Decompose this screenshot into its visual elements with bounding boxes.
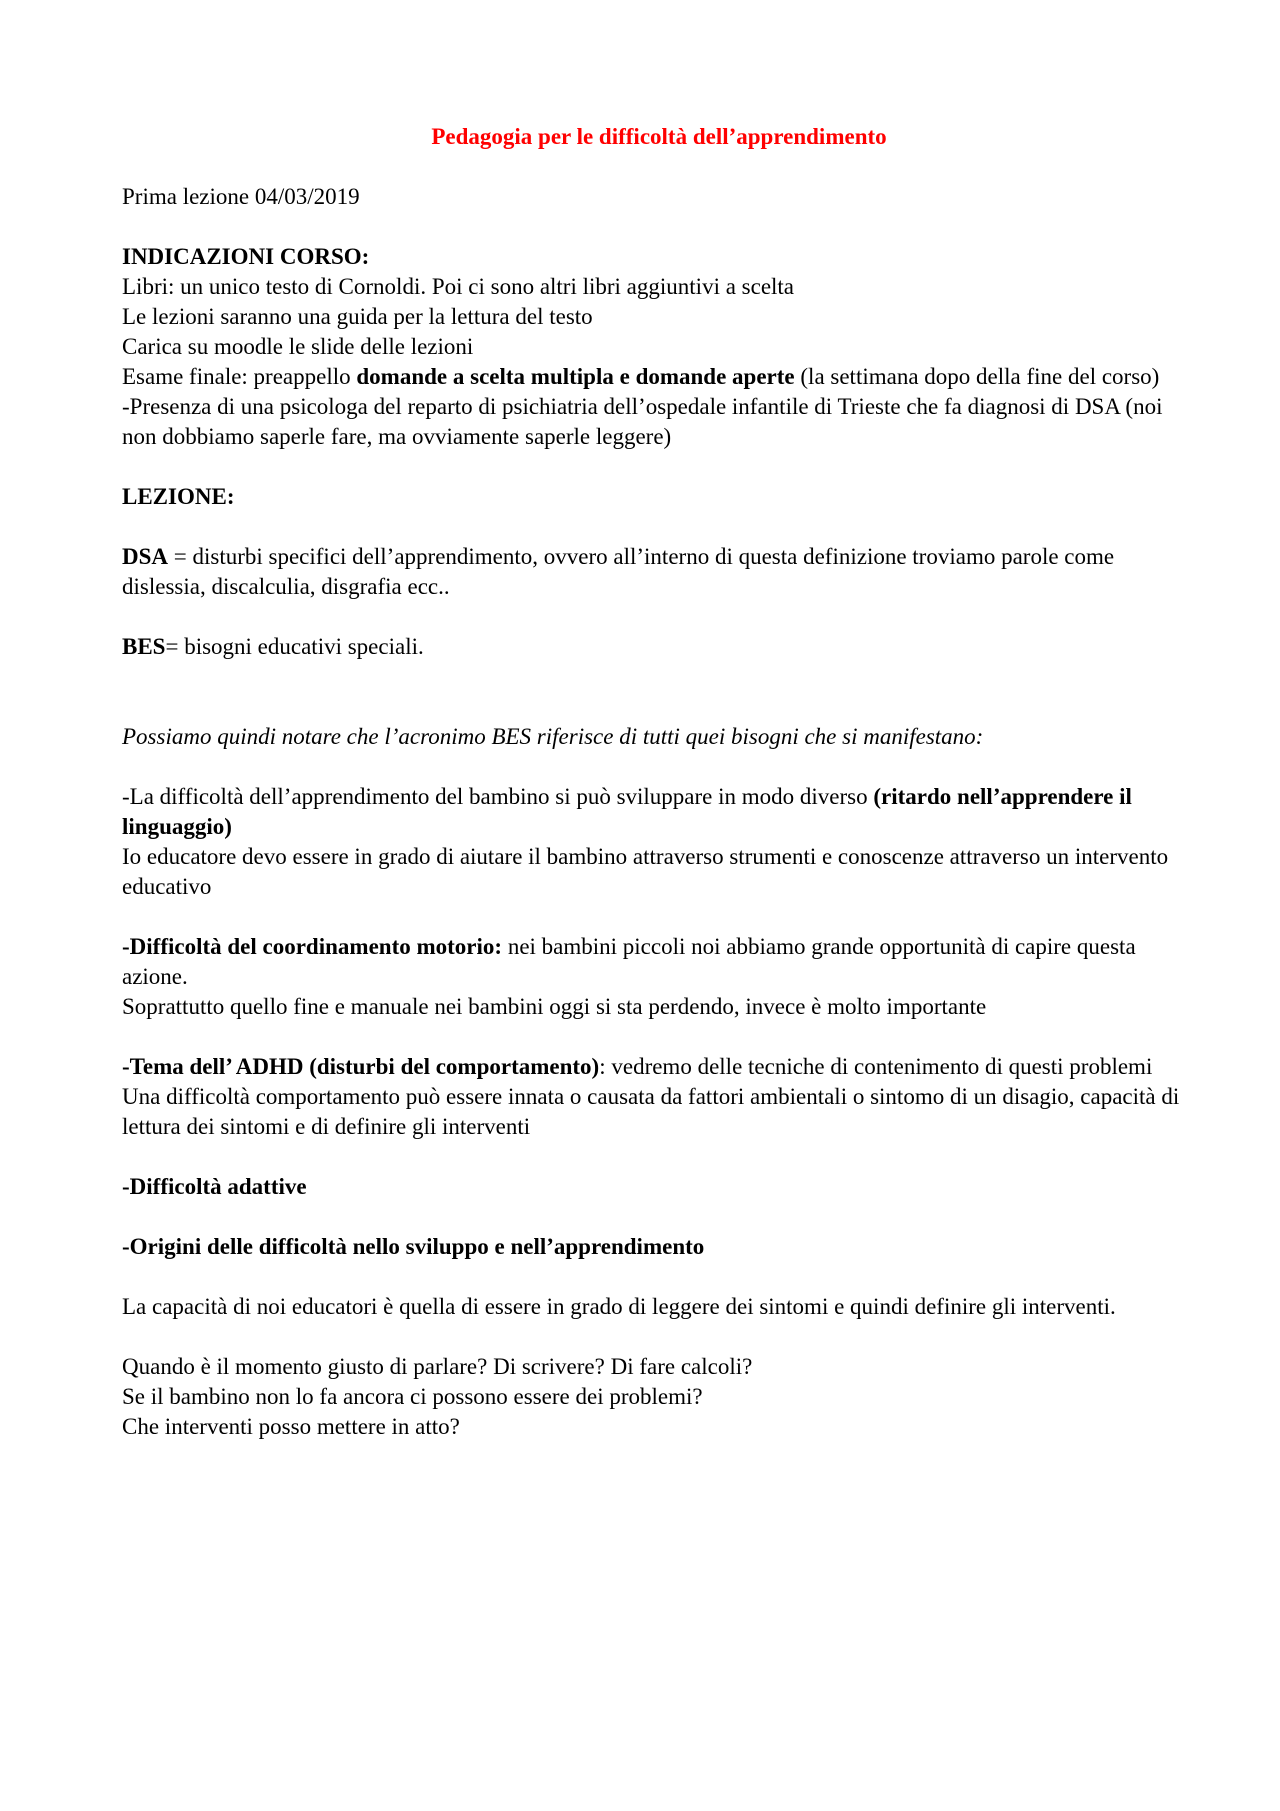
item-apprendimento-detail: Io educatore devo essere in grado di aiutare il bambino attraverso strumenti e conoscenze attraverso un intervento educativo — [122, 844, 1169, 899]
question-3: Che interventi posso mettere in atto? — [122, 1414, 460, 1439]
exam-bold: domande a scelta multipla e domande aperte — [356, 364, 795, 389]
item1-text: -La difficoltà dell’apprendimento del bambino si può sviluppare in modo diverso — [122, 784, 874, 809]
spacer — [122, 452, 1182, 482]
bes-term: BES — [122, 634, 166, 659]
indicazioni-line-exam — [122, 362, 1182, 392]
indicazioni-heading — [122, 242, 1182, 272]
item-origini — [122, 1232, 1182, 1262]
item3-bold: -Tema dell’ ADHD (disturbi del comportamento) — [122, 1054, 600, 1079]
item2-text: nei bambini piccoli noi abbiamo grande opportunità di capire questa azione. — [122, 934, 1136, 989]
bes-definition — [122, 632, 1182, 662]
spacer — [122, 152, 1182, 182]
item5-bold: -Origini delle difficoltà nello sviluppo e nell’apprendimento — [122, 1234, 705, 1259]
indicazioni-line-moodle: Carica su moodle le slide delle lezioni — [122, 334, 474, 359]
dsa-definition — [122, 542, 1182, 602]
spacer — [122, 1022, 1182, 1052]
spacer — [122, 1142, 1182, 1172]
spacer — [122, 752, 1182, 782]
item1-bold: (ritardo nell’apprendere il linguaggio) — [122, 784, 1132, 839]
item4-bold: -Difficoltà adattive — [122, 1174, 307, 1199]
document-page — [122, 110, 1182, 1442]
item-motorio-detail: Soprattutto quello fine e manuale nei bambini oggi si sta perdendo, invece è molto importante — [122, 994, 987, 1019]
indicazioni-line-guide: Le lezioni saranno una guida per la lettura del testo — [122, 304, 593, 329]
bes-intro: Possiamo quindi notare che l’acronimo BES riferisce di tutti quei bisogni che si manifestano: — [122, 724, 984, 749]
lezione-heading-text: LEZIONE: — [122, 484, 235, 509]
capacity-paragraph: La capacità di noi educatori è quella di essere in grado di leggere dei sintomi e quindi definire gli interventi. — [122, 1294, 1116, 1319]
spacer — [122, 602, 1182, 632]
spacer — [122, 662, 1182, 722]
exam-suffix: (la settimana dopo della fine del corso) — [794, 364, 1160, 389]
indicazioni-line-books: Libri: un unico testo di Cornoldi. Poi ci sono altri libri aggiuntivi a scelta — [122, 274, 795, 299]
item-apprendimento — [122, 782, 1182, 842]
spacer — [122, 1322, 1182, 1352]
question-2: Se il bambino non lo fa ancora ci possono essere dei problemi? — [122, 1384, 703, 1409]
spacer — [122, 1262, 1182, 1292]
item-adattive — [122, 1172, 1182, 1202]
spacer — [122, 902, 1182, 932]
lezione-heading — [122, 482, 1182, 512]
spacer — [122, 212, 1182, 242]
item2-bold: -Difficoltà del coordinamento motorio: — [122, 934, 503, 959]
item-adhd — [122, 1052, 1182, 1082]
indicazioni-line-psicologa: -Presenza di una psicologa del reparto di psichiatria dell’ospedale infantile di Trieste che fa diagnosi di DSA (noi non dobbiamo saperle fare, ma ovviamente saperle leggere) — [122, 394, 1163, 449]
date-line: Prima lezione 04/03/2019 — [122, 184, 360, 209]
dsa-def: = disturbi specifici dell’apprendimento, ovvero all’interno di questa definizione troviamo parole come dislessia, discalculia, disgrafia ecc.. — [122, 544, 1115, 599]
spacer — [122, 512, 1182, 542]
document-title: Pedagogia per le difficoltà dell’apprendimento — [431, 124, 887, 149]
bes-def: = bisogni educativi speciali. — [165, 634, 424, 659]
spacer — [122, 1202, 1182, 1232]
dsa-term: DSA — [122, 544, 169, 569]
item-motorio — [122, 932, 1182, 992]
item-adhd-detail: Una difficoltà comportamento può essere innata o causata da fattori ambientali o sintomo di un disagio, capacità di lettura dei sintomi e di definire gli interventi — [122, 1084, 1180, 1139]
question-1: Quando è il momento giusto di parlare? Di scrivere? Di fare calcoli? — [122, 1354, 753, 1379]
exam-prefix: Esame finale: preappello — [122, 364, 357, 389]
indicazioni-heading-text: INDICAZIONI CORSO: — [122, 244, 370, 269]
item3-text: : vedremo delle tecniche di contenimento di questi problemi — [599, 1054, 1153, 1079]
